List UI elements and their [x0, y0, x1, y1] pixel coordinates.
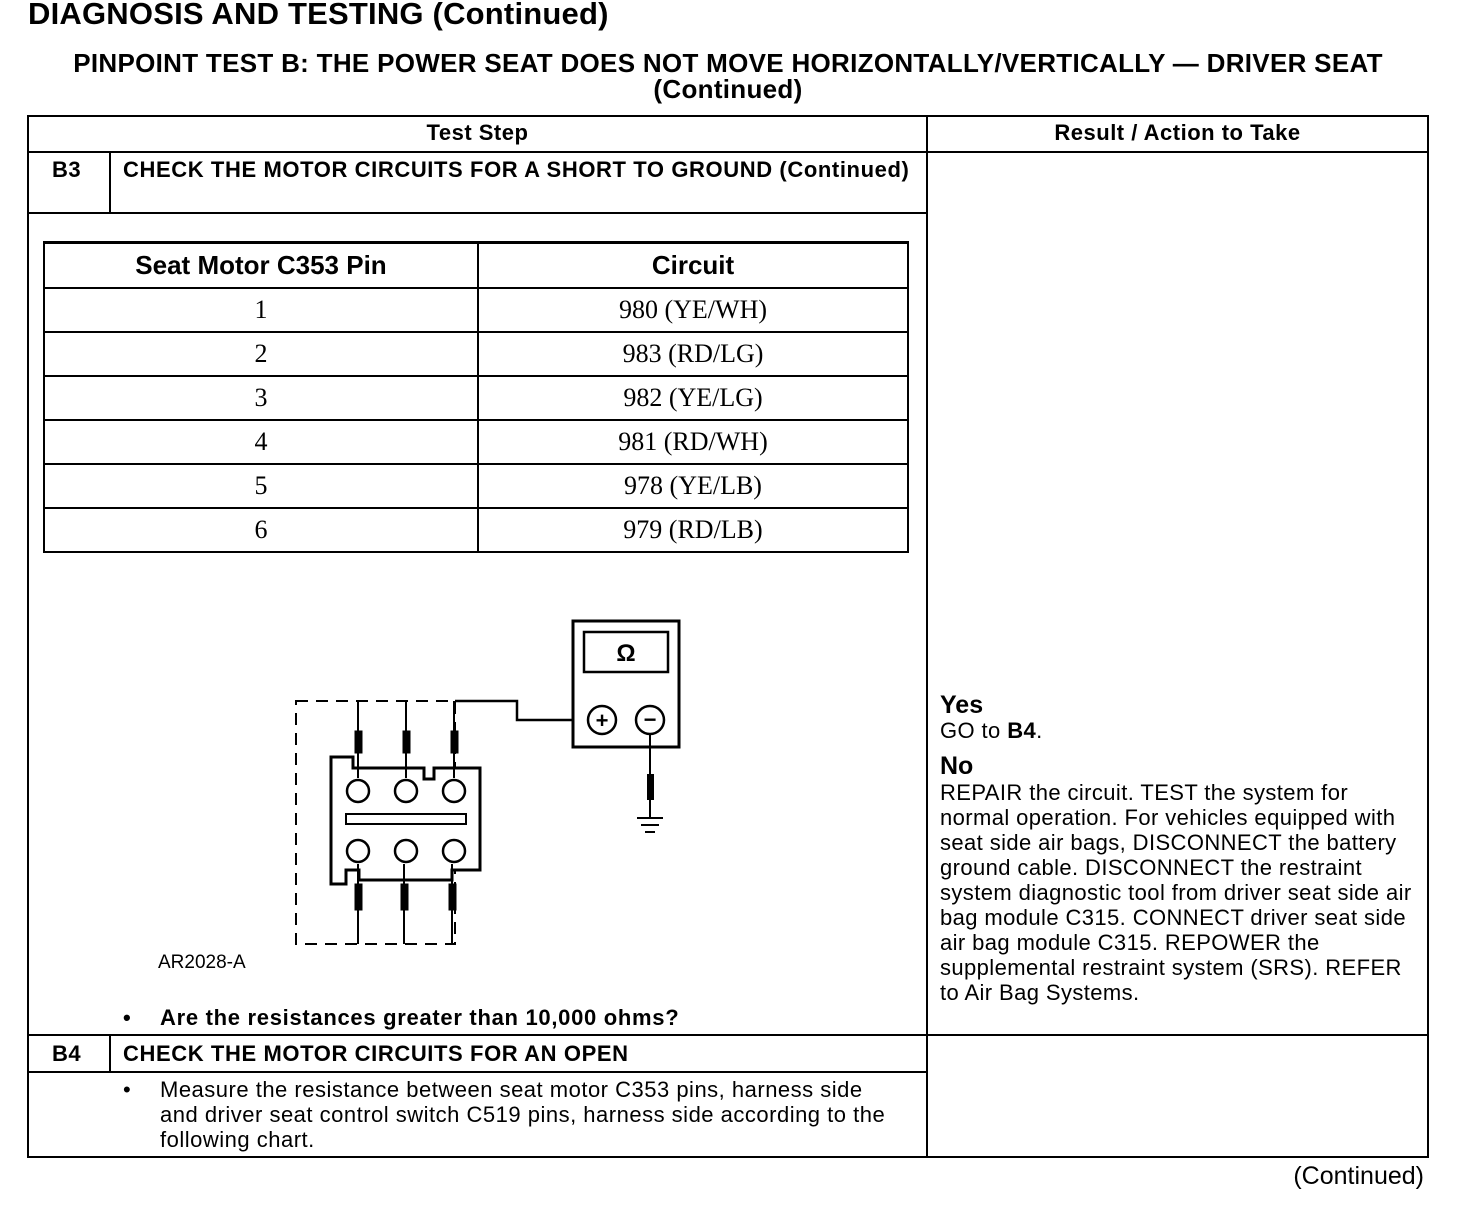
figure-label: AR2028-A — [158, 952, 246, 973]
pin-cell: 1 — [44, 288, 478, 332]
circuit-cell: 983 (RD/LG) — [478, 332, 908, 376]
step-question-b3: Are the resistances greater than 10,000 ohms? — [160, 1005, 680, 1030]
continued-label: (Continued) — [1293, 1162, 1424, 1190]
circuit-cell: 981 (RD/WH) — [478, 420, 908, 464]
step-title-b4: CHECK THE MOTOR CIRCUITS FOR AN OPEN — [123, 1041, 629, 1066]
page-title: DIAGNOSIS AND TESTING (Continued) — [28, 0, 609, 31]
bullet-icon: • — [123, 1005, 132, 1030]
step-title-b3: CHECK THE MOTOR CIRCUITS FOR A SHORT TO GROUND (Continued) — [123, 157, 910, 182]
minus-sign: − — [643, 707, 657, 732]
bullet-icon: • — [123, 1077, 132, 1102]
yes-label: Yes — [940, 691, 984, 719]
step-instruction-b4: Measure the resistance between seat motor C353 pins, harness side and driver seat control switch C519 pins, harness side according to the following chart. — [160, 1077, 886, 1152]
circuit-cell: 979 (RD/LB) — [478, 508, 908, 552]
pin-cell: 4 — [44, 420, 478, 464]
circuit-cell: 982 (YE/LG) — [478, 376, 908, 420]
pin-cell: 5 — [44, 464, 478, 508]
step-number-b3: B3 — [52, 157, 82, 182]
pin-cell: 6 — [44, 508, 478, 552]
positive-lead — [455, 701, 589, 720]
plus-sign: + — [595, 708, 609, 733]
yes-action: GO to B4. — [940, 718, 1043, 743]
circuit-cell: 978 (YE/LB) — [478, 464, 908, 508]
probe-leads-top — [355, 701, 458, 778]
circuit-column-header: Circuit — [478, 243, 908, 289]
pin-column-header: Seat Motor C353 Pin — [44, 243, 478, 289]
no-action: REPAIR the circuit. TEST the system for normal operation. For vehicles equipped with seat side air bags, DISCONNECT the battery ground cable. DISCONNECT the restraint system diagnostic tool from driver seat side air bag module C315. CONNECT driver seat side air bag module C315. REPOWER the supplemental restraint system (SRS). REFER to Air Bag Systems. — [940, 780, 1412, 1005]
no-label: No — [940, 752, 974, 780]
ohm-symbol: Ω — [616, 640, 636, 667]
pin-cell: 2 — [44, 332, 478, 376]
circuit-cell: 980 (YE/WH) — [478, 288, 908, 332]
result-action-header: Result / Action to Take — [1054, 120, 1301, 145]
yes-target-step: B4 — [1007, 718, 1037, 743]
ground-icon — [637, 818, 663, 832]
pin-cell: 3 — [44, 376, 478, 420]
pinpoint-test-title: PINPOINT TEST B: THE POWER SEAT DOES NOT MOVE HORIZONTALLY/VERTICALLY — DRIVER SEAT (Continued) — [73, 48, 1383, 104]
step-number-b4: B4 — [52, 1041, 82, 1066]
test-step-header: Test Step — [426, 120, 529, 145]
